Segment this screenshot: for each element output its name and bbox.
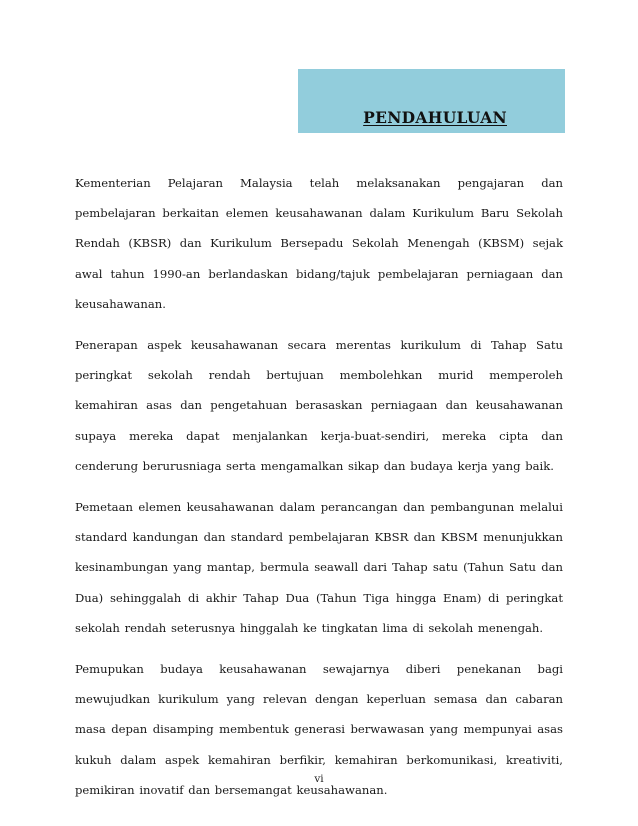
paragraph-3: Pemetaan elemen keusahawanan dalam perancangan dan pembangunan melalui standard kandungan dan standard pembelajaran KBSR dan KBSM menunjukkan kesinambungan yang mantap, bermula seawall dari Tahap satu (Tahun Satu dan Dua) sehinggalah di akhir Tahap Dua (Tahun Tiga hingga Enam) di peringkat sekolah rendah seterusnya hinggalah ke tingkatan lima di sekolah menengah. — [75, 500, 563, 635]
document-body — [75, 168, 563, 816]
paragraph-4: Pemupukan budaya keusahawanan sewajarnya diberi penekanan bagi mewujudkan kurikulum yang relevan dengan keperluan semasa dan cabaran masa depan disamping membentuk generasi berwawasan yang mempunyai asas kukuh dalam aspek kemahiran berfikir, kemahiran berkomunikasi, kreativiti, pemikiran inovatif dan bersemangat keusahawanan. — [75, 662, 563, 797]
paragraph-1: Kementerian Pelajaran Malaysia telah melaksanakan pengajaran dan pembelajaran berkaitan elemen keusahawanan dalam Kurikulum Baru Sekolah Rendah (KBSR) dan Kurikulum Bersepadu Sekolah Menengah (KBSM) sejak awal tahun 1990-an berlandaskan bidang/tajuk pembelajaran perniagaan dan keusahawanan. — [75, 176, 563, 311]
paragraph-2: Penerapan aspek keusahawanan secara merentas kurikulum di Tahap Satu peringkat sekolah rendah bertujuan membolehkan murid memperoleh kemahiran asas dan pengetahuan berasaskan perniagaan dan keusahawanan supaya mereka dapat menjalankan kerja-buat-sendiri, mereka cipta dan cenderung berurusniaga serta mengamalkan sikap dan budaya kerja yang baik. — [75, 338, 563, 473]
page-number: vi — [314, 773, 324, 785]
title-banner — [298, 69, 565, 133]
page-title: PENDAHULUAN — [363, 108, 507, 127]
